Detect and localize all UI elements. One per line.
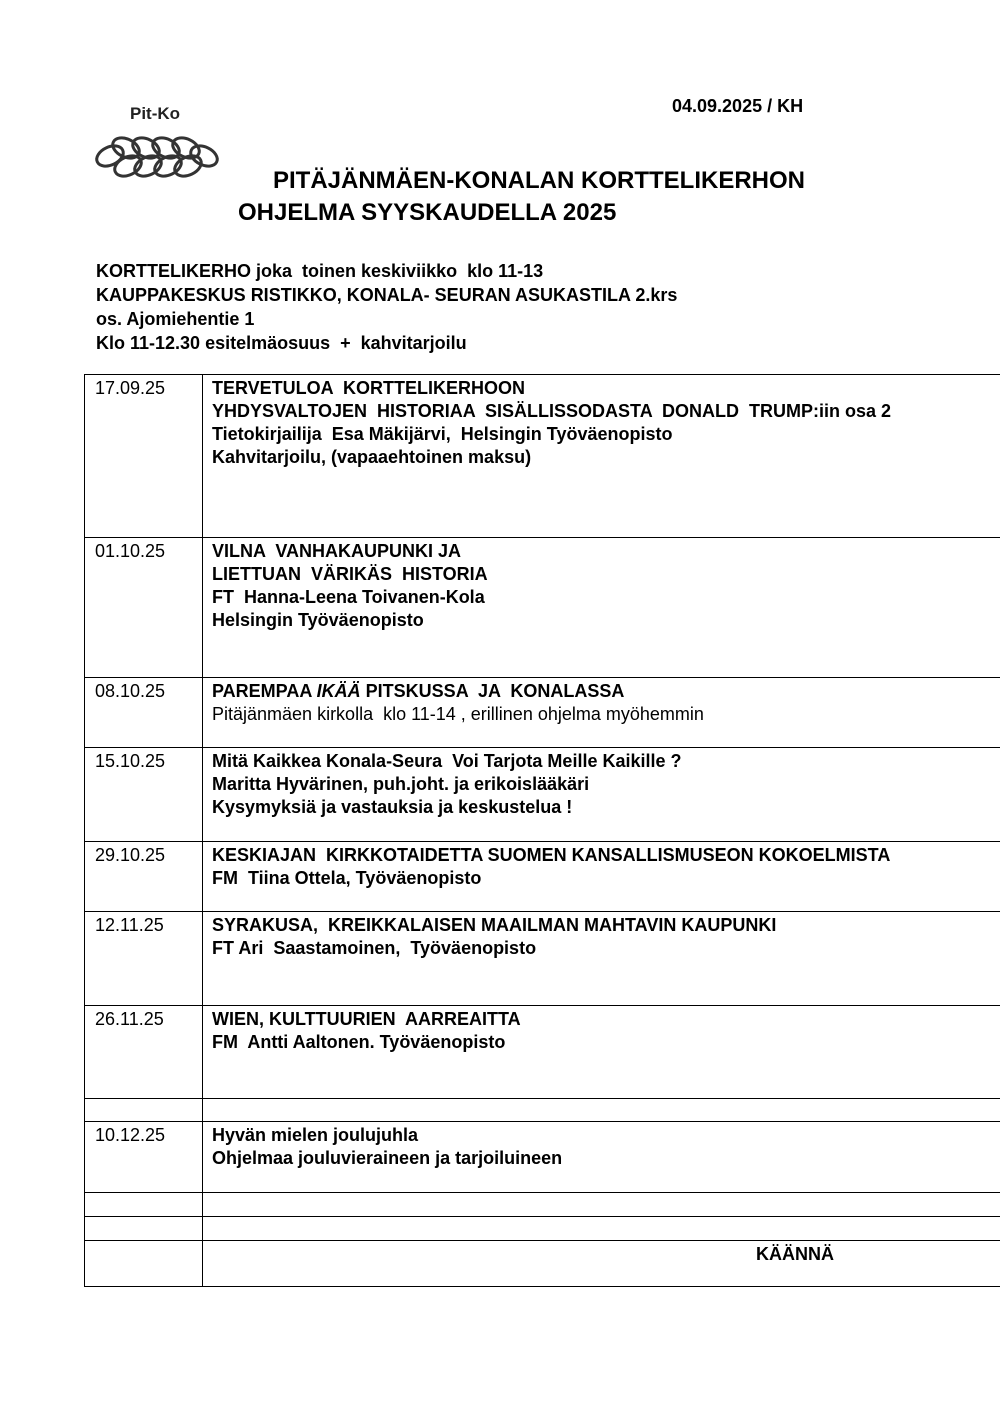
- table-row: [85, 1122, 1000, 1193]
- intro-schedule: KORTTELIKERHO joka toinen keskiviikko klo 11-13: [96, 261, 544, 281]
- event-date: 01.10.25: [85, 538, 203, 678]
- page-title-line-1: PITÄJÄNMÄEN-KONALAN KORTTELIKERHON: [273, 167, 805, 194]
- event-speaker: Tietokirjailija Esa Mäkijärvi, Helsingin Työväenopisto: [212, 424, 673, 444]
- event-title: TERVETULOA KORTTELIKERHOON: [212, 378, 526, 398]
- event-title: WIEN, KULTTUURIEN AARREAITTA: [212, 1009, 521, 1029]
- intro-timing: Klo 11-12.30 esitelmäosuus + kahvitarjoilu: [96, 333, 467, 353]
- turn-page-cell: [203, 1241, 1000, 1287]
- empty-cell: [85, 1241, 203, 1287]
- event-date: 10.12.25: [85, 1122, 203, 1193]
- program-table: [84, 374, 1000, 1287]
- table-row: [85, 538, 1000, 678]
- event-speaker: FM Tiina Ottela, Työväenopisto: [212, 868, 482, 888]
- event-speaker: Maritta Hyvärinen, puh.joht. ja erikoislääkäri: [212, 774, 590, 794]
- table-row: [85, 912, 1000, 1006]
- empty-cell: [203, 1099, 1000, 1122]
- empty-cell: [85, 1217, 203, 1241]
- empty-cell: [85, 1193, 203, 1217]
- table-row: [85, 748, 1000, 842]
- table-row: [85, 842, 1000, 912]
- table-row: [85, 1006, 1000, 1099]
- event-line: Ohjelmaa jouluvieraineen ja tarjoiluineen: [212, 1148, 563, 1168]
- event-title: VILNA VANHAKAUPUNKI JA: [212, 541, 462, 561]
- event-details: [203, 748, 1000, 842]
- event-details: [203, 1006, 1000, 1099]
- event-speaker: FT Hanna-Leena Toivanen-Kola: [212, 587, 485, 607]
- event-details: [203, 375, 1000, 538]
- page-title-line-2: OHJELMA SYYSKAUDELLA 2025: [238, 199, 617, 226]
- event-speaker: FM Antti Aaltonen. Työväenopisto: [212, 1032, 506, 1052]
- event-date: 08.10.25: [85, 678, 203, 748]
- turn-page-label: KÄÄNNÄ: [756, 1244, 834, 1264]
- event-title-italic: IKÄÄ: [316, 681, 361, 701]
- logo-text: Pit-Ko: [130, 104, 181, 123]
- event-line: Kahvitarjoilu, (vapaaehtoinen maksu): [212, 447, 532, 467]
- table-row: [85, 375, 1000, 538]
- event-date: 29.10.25: [85, 842, 203, 912]
- event-title: Mitä Kaikkea Konala-Seura Voi Tarjota Meille Kaikille ?: [212, 751, 682, 771]
- event-date: 15.10.25: [85, 748, 203, 842]
- document-date: 04.09.2025 / KH: [672, 96, 804, 116]
- event-title: SYRAKUSA, KREIKKALAISEN MAAILMAN MAHTAVIN KAUPUNKI: [212, 915, 777, 935]
- empty-cell: [203, 1193, 1000, 1217]
- pitko-logo: [82, 100, 237, 188]
- event-date: 12.11.25: [85, 912, 203, 1006]
- event-title: KESKIAJAN KIRKKOTAIDETTA SUOMEN KANSALLISMUSEON KOKOELMISTA: [212, 845, 891, 865]
- empty-cell: [85, 1099, 203, 1122]
- intro-venue: KAUPPAKESKUS RISTIKKO, KONALA- SEURAN ASUKASTILA 2.krs: [96, 285, 678, 305]
- intro-address: os. Ajomiehentie 1: [96, 309, 255, 329]
- event-date: 17.09.25: [85, 375, 203, 538]
- event-line: LIETTUAN VÄRIKÄS HISTORIA: [212, 564, 488, 584]
- event-details: [203, 912, 1000, 1006]
- intro-block: [96, 259, 677, 355]
- event-location: Pitäjänmäen kirkolla klo 11-14 , erillinen ohjelma myöhemmin: [212, 704, 704, 724]
- event-line: Kysymyksiä ja vastauksia ja keskustelua !: [212, 797, 573, 817]
- event-details: [203, 1122, 1000, 1193]
- event-title-part: PITSKUSSA JA KONALASSA: [360, 681, 625, 701]
- empty-cell: [203, 1217, 1000, 1241]
- table-row-empty: [85, 1217, 1000, 1241]
- event-details: [203, 538, 1000, 678]
- event-line: YHDYSVALTOJEN HISTORIAA SISÄLLISSODASTA DONALD TRUMP:iin osa 2: [212, 401, 892, 421]
- event-details: [203, 842, 1000, 912]
- table-row-empty: [85, 1193, 1000, 1217]
- table-row-empty: [85, 1099, 1000, 1122]
- event-title-part: PAREMPAA: [212, 681, 317, 701]
- table-row: [85, 678, 1000, 748]
- event-title: [212, 680, 1000, 703]
- event-date: 26.11.25: [85, 1006, 203, 1099]
- table-row: [85, 1241, 1000, 1287]
- event-speaker: FT Ari Saastamoinen, Työväenopisto: [212, 938, 537, 958]
- event-line: Helsingin Työväenopisto: [212, 610, 424, 630]
- event-title: Hyvän mielen joulujuhla: [212, 1125, 419, 1145]
- event-details: [203, 678, 1000, 748]
